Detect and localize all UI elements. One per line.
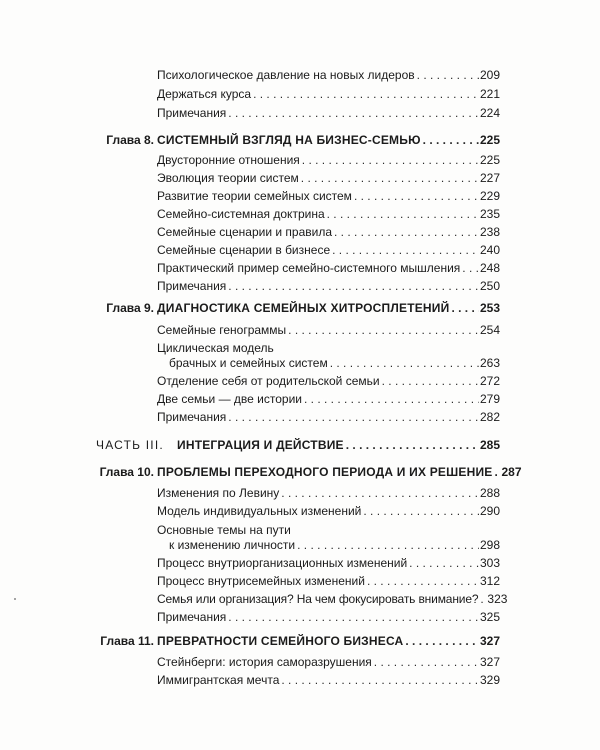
toc-entry-page: 254 [479,323,500,337]
dot-leader [228,106,479,121]
toc-entry-title: Иммигрантская мечта [157,673,280,687]
chapter-10-heading[interactable] [157,465,522,480]
dot-leader [297,538,479,553]
toc-entry[interactable] [157,356,500,371]
toc-entry-title: Стейнберги: история саморазрушения [157,655,372,669]
toc-entry-title: Изменения по Левину [157,486,280,500]
toc-entry-page: 290 [479,504,500,518]
toc-entry-page: 209 [479,68,500,82]
toc-entry-page: 325 [479,610,500,624]
dot-leader [363,504,479,519]
toc-entry-title: Развитие теории семейных систем [157,189,352,203]
toc-entry[interactable] [157,538,500,553]
toc-entry-page: 224 [479,106,500,120]
dot-leader [374,655,479,670]
toc-entry-page: 329 [479,673,500,687]
toc-entry-title: Семейные генограммы [157,323,287,337]
dot-leader [304,392,479,407]
toc-entry[interactable] [157,673,500,688]
toc-entry-title: брачных и семейных систем [169,356,328,370]
toc-entry-title: Примечания [157,106,227,120]
chapter-title: ПРОБЛЕМЫ ПЕРЕХОДНОГО ПЕРИОДА И ИХ РЕШЕНИЕ [157,465,493,479]
toc-entry-title: Семейные сценарии и правила [157,225,332,239]
toc-entry-title: Держаться курса [157,87,252,101]
toc-entry[interactable] [157,556,500,571]
toc-entry[interactable] [157,87,500,102]
chapter-8-label: Глава 8. [106,133,154,147]
dot-leader [253,87,479,102]
dot-leader [281,486,479,501]
chapter-9-heading[interactable] [157,301,500,316]
toc-entry-title: Процесс внутрисемейных изменений [157,574,365,588]
dot-leader [354,189,479,204]
dot-leader [228,279,479,294]
toc-entry[interactable] [157,504,500,519]
chapter-page: 327 [479,634,500,648]
chapter-page: 253 [479,301,500,315]
toc-entry[interactable] [157,392,500,407]
dot-leader [281,673,479,688]
toc-entry-page: 240 [479,243,500,257]
toc-entry-page: 312 [479,574,500,588]
toc-entry-title: Психологическое давление на новых лидеров [157,68,415,82]
chapter-11-heading[interactable] [157,634,500,649]
toc-entry-title: Две семьи — две истории [157,392,302,406]
dot-leader [409,556,479,571]
toc-entry-page: 225 [479,153,500,167]
paper-speck [14,598,16,600]
dot-leader [332,243,479,258]
dot-leader [346,438,479,453]
toc-entry-page: 250 [479,279,500,293]
toc-entry[interactable] [157,410,500,425]
toc-entry[interactable] [157,106,500,121]
toc-entry[interactable] [157,592,508,607]
dot-leader [330,356,479,371]
toc-entry[interactable] [157,68,500,83]
toc-entry-title: Примечания [157,610,227,624]
chapter-title: ДИАГНОСТИКА СЕМЕЙНЫХ ХИТРОСПЛЕТЕНИЙ [157,301,450,315]
toc-entry-title: Отделение себя от родительской семьи [157,374,380,388]
chapter-11-label: Глава 11. [100,634,154,648]
toc-entry-title: Эволюция теории систем [157,171,299,185]
toc-entry-page: 282 [479,410,500,424]
chapter-9-label: Глава 9. [106,301,154,315]
part-title: ИНТЕГРАЦИЯ И ДЕЙСТВИЕ [177,438,344,452]
dot-leader [228,610,479,625]
toc-entry-page: 229 [479,189,500,203]
toc-entry[interactable] [157,225,500,240]
toc-entry-title: Примечания [157,410,227,424]
part-page: 285 [479,438,500,452]
toc-entry-page: 238 [479,225,500,239]
toc-entry[interactable] [157,261,500,276]
toc-entry[interactable] [157,153,500,168]
dot-leader [405,634,479,649]
chapter-title: ПРЕВРАТНОСТИ СЕМЕЙНОГО БИЗНЕСА [157,634,404,648]
toc-entry[interactable] [157,171,500,186]
toc-entry-page: 248 [479,261,500,275]
toc-entry-page: 235 [479,207,500,221]
chapter-10-label: Глава 10. [99,465,154,479]
dot-leader [301,171,479,186]
toc-entry-page: 279 [479,392,500,406]
part-3-label: ЧАСТЬ III. [96,438,164,452]
toc-entry[interactable] [157,279,500,294]
toc-entry-title: Семейно-системная доктрина [157,207,325,221]
part-3-heading[interactable] [177,438,500,453]
dot-leader [327,207,479,222]
dot-leader [451,301,479,316]
chapter-page: 225 [479,133,500,147]
toc-entry-page: 272 [479,374,500,388]
toc-entry[interactable] [157,486,500,501]
toc-entry-page: 221 [479,87,500,101]
chapter-title: СИСТЕМНЫЙ ВЗГЛЯД НА БИЗНЕС-СЕМЬЮ [157,133,421,147]
toc-entry-page: 298 [479,538,500,552]
toc-entry-page: 227 [479,171,500,185]
toc-entry-title: Двусторонние отношения [157,153,300,167]
dot-leader [367,574,479,589]
toc-entry-page: 263 [479,356,500,370]
toc-entry-title: Процесс внутриорганизационных изменений [157,556,408,570]
toc-entry-title: Практический пример семейно-системного мышления [157,261,461,275]
toc-entry[interactable] [157,374,500,389]
toc-entry-title: Примечания [157,279,227,293]
toc-entry-title: Семья или организация? На чем фокусировать внимание? [157,592,479,606]
toc-entry-page: 327 [479,655,500,669]
dot-leader [382,374,479,389]
chapter-8-heading[interactable] [157,133,500,148]
toc-entry-title-line1[interactable]: Циклическая модель [157,341,274,355]
toc-entry[interactable] [157,243,500,258]
dot-leader [288,323,479,338]
dot-leader [334,225,479,240]
toc-entry-title: к изменению личности [169,538,296,552]
dot-leader [302,153,479,168]
dot-leader [417,68,479,83]
toc-entry-title: Семейные сценарии в бизнесе [157,243,331,257]
dot-leader [462,261,479,276]
dot-leader [228,410,479,425]
toc-entry[interactable] [157,189,500,204]
toc-entry-title: Модель индивидуальных изменений [157,504,362,518]
toc-entry[interactable] [157,655,500,670]
toc-entry-page: 323 [487,592,508,606]
toc-entry[interactable] [157,207,500,222]
toc-entry-title-line1[interactable]: Основные темы на пути [157,523,291,537]
toc-entry-page: 303 [479,556,500,570]
toc-entry[interactable] [157,323,500,338]
toc-entry[interactable] [157,574,500,589]
chapter-page: 287 [501,465,522,479]
toc-entry-page: 288 [479,486,500,500]
dot-leader [423,133,479,148]
toc-entry[interactable] [157,610,500,625]
